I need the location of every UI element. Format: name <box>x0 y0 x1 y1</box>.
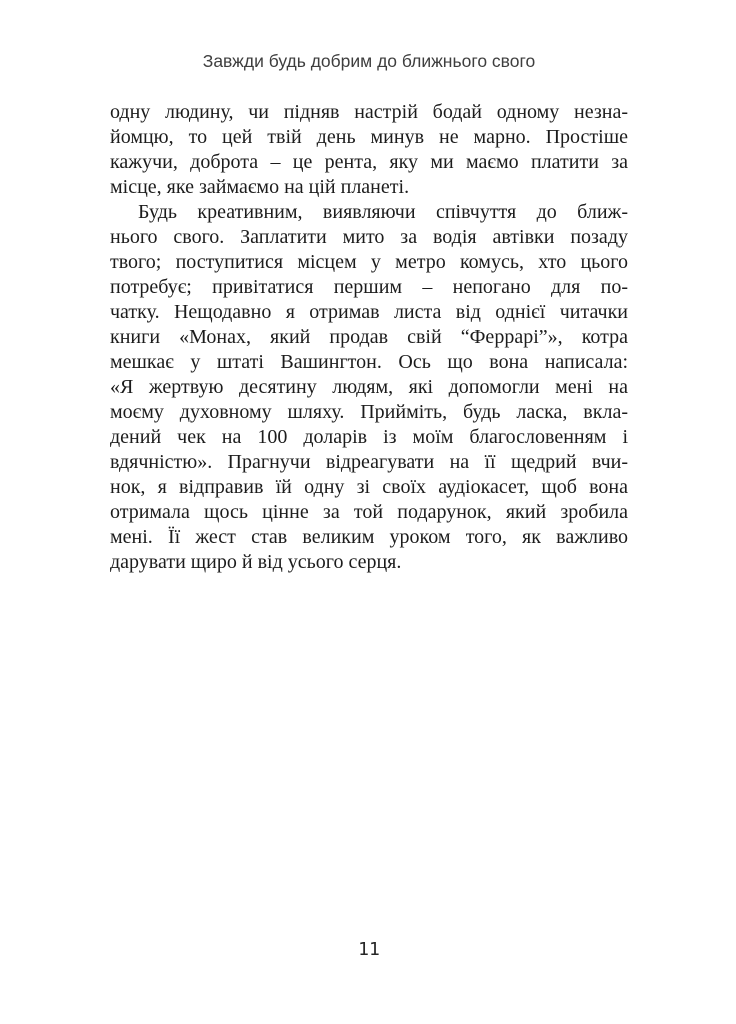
text-line paragraph-end: дарувати щиро й від усього серця. <box>110 551 402 573</box>
text-line: потребує; привітатися першим – непогано для по- <box>110 276 628 298</box>
text-line: отримала щось цінне за той подарунок, який зробила <box>110 501 628 523</box>
text-line: вдячністю». Прагнучи відреагувати на її щедрий вчи- <box>110 451 628 473</box>
text-line: мешкає у штаті Вашингтон. Ось що вона написала: <box>110 351 628 373</box>
text-line: моєму духовному шляху. Прийміть, будь ласка, вкла- <box>110 401 628 423</box>
running-header: Завжди будь добрим до ближнього свого <box>202 51 536 71</box>
text-line: кажучи, доброта – це рента, яку ми маємо платити за <box>110 151 628 173</box>
text-line: нок, я відправив їй одну зі своїх аудіокасет, щоб вона <box>110 476 628 498</box>
page-number: 11 <box>358 939 380 960</box>
text-line: нього свого. Заплатити мито за водія автівки позаду <box>110 226 628 248</box>
text-line: книги «Монах, який продав свій “Феррарі”», котра <box>110 326 628 348</box>
text-line paragraph-end: місце, яке займаємо на цій планеті. <box>110 176 410 198</box>
text-line paragraph-start: Будь креативним, виявляючи співчуття до ближ- <box>138 201 628 223</box>
body-text <box>110 100 628 575</box>
text-line: дений чек на 100 доларів із моїм благословенням і <box>110 426 628 448</box>
text-line: мені. Її жест став великим уроком того, як важливо <box>110 526 628 548</box>
text-line: твого; поступитися місцем у метро комусь, хто цього <box>110 251 628 273</box>
text-line: одну людину, чи підняв настрій бодай одному незна- <box>110 101 628 123</box>
text-line: йомцю, то цей твій день минув не марно. Простіше <box>110 126 628 148</box>
text-line: чатку. Нещодавно я отримав листа від однієї читачки <box>110 301 628 323</box>
text-line: «Я жертвую десятину людям, які допомогли мені на <box>110 376 628 398</box>
